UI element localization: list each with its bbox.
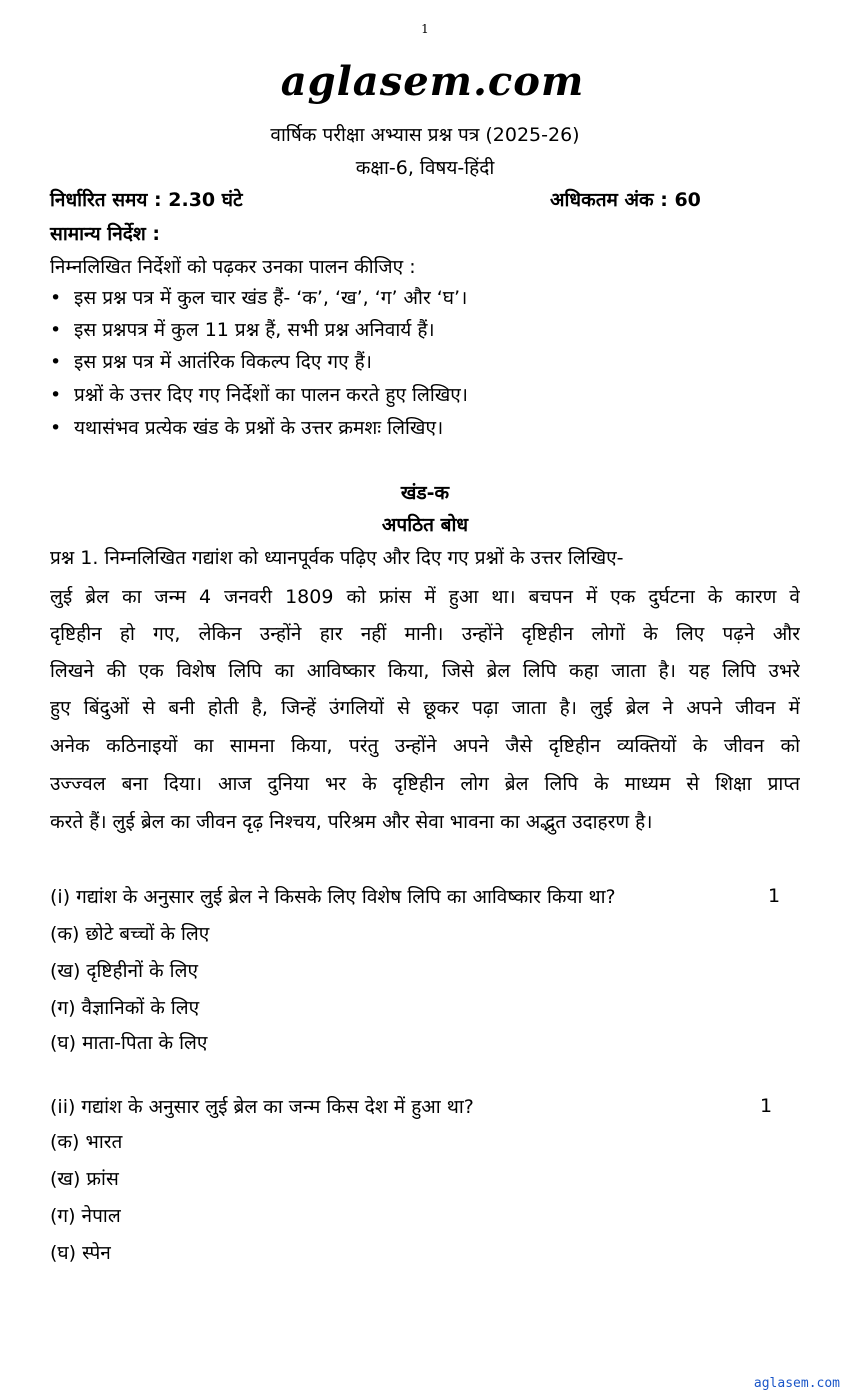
passage-line: हुए बिंदुओं से बनी होती है, जिन्हें उंगलियों से छूकर पढ़ा जाता है। लुई ब्रेल ने अपने जीवन में — [50, 697, 800, 719]
section-subtitle: अपठित बोध — [381, 514, 469, 536]
instruction-item: • इस प्रश्न पत्र में कुल चार खंड हैं- ‘क’, ‘ख’, ‘ग’ और ‘घ’। — [50, 287, 468, 309]
instruction-text: यथासंभव प्रत्येक खंड के प्रश्नों के उत्तर क्रमशः लिखिए। — [74, 417, 444, 439]
instruction-text: इस प्रश्नपत्र में कुल 11 प्रश्न हैं, सभी प्रश्न अनिवार्य हैं। — [74, 319, 435, 341]
passage-line: लुई ब्रेल का जन्म 4 जनवरी 1809 को फ्रांस में हुआ था। बचपन में एक दुर्घटना के कारण वे — [50, 586, 800, 608]
time-allowed: निर्धारित समय : 2.30 घंटे — [50, 189, 243, 211]
instruction-text: इस प्रश्न पत्र में कुल चार खंड हैं- ‘क’, ‘ख’, ‘ग’ और ‘घ’। — [74, 287, 468, 309]
subquestion-marks: 1 — [760, 1095, 773, 1117]
option: (क) छोटे बच्चों के लिए — [50, 923, 210, 945]
subquestion-marks: 1 — [768, 885, 781, 907]
instructions-heading: सामान्य निर्देश : — [50, 223, 160, 245]
passage-line: अनेक कठिनाइयों का सामना किया, परंतु उन्होंने अपने जैसे दृष्टिहीन व्यक्तियों के जीवन को — [50, 735, 800, 757]
option: (ग) नेपाल — [50, 1205, 121, 1227]
page-number: 1 — [421, 22, 429, 36]
option: (घ) माता-पिता के लिए — [50, 1032, 208, 1054]
instruction-item: • इस प्रश्न पत्र में आतंरिक विकल्प दिए गए हैं। — [50, 351, 372, 373]
option: (घ) स्पेन — [50, 1242, 111, 1264]
max-marks: अधिकतम अंक : 60 — [550, 189, 701, 211]
subquestion-text: (ii) गद्यांश के अनुसार लुई ब्रेल का जन्म किस देश में हुआ था? — [50, 1096, 474, 1118]
option: (ग) वैज्ञानिकों के लिए — [50, 997, 200, 1019]
instruction-text: इस प्रश्न पत्र में आतंरिक विकल्प दिए गए हैं। — [74, 351, 372, 373]
question-1: प्रश्न 1. निम्नलिखित गद्यांश को ध्यानपूर्वक पढ़िए और दिए गए प्रश्नों के उत्तर लिखिए- — [50, 547, 624, 569]
section-name: खंड-क — [400, 482, 450, 504]
passage-line: लिखने की एक विशेष लिपि का आविष्कार किया, जिसे ब्रेल लिपि कहा जाता है। यह लिपि उभरे — [50, 660, 800, 682]
option: (ख) फ्रांस — [50, 1168, 119, 1190]
instruction-item: • इस प्रश्नपत्र में कुल 11 प्रश्न हैं, सभी प्रश्न अनिवार्य हैं। — [50, 319, 435, 341]
instruction-item: • प्रश्नों के उत्तर दिए गए निर्देशों का पालन करते हुए लिखिए। — [50, 384, 468, 406]
instructions-intro: निम्नलिखित निर्देशों को पढ़कर उनका पालन कीजिए : — [50, 256, 416, 278]
passage-line: दृष्टिहीन हो गए, लेकिन उन्होंने हार नहीं मानी। उन्होंने दृष्टिहीन लोगों के लिए पढ़ने और — [50, 623, 800, 645]
subquestion-text: (i) गद्यांश के अनुसार लुई ब्रेल ने किसके लिए विशेष लिपि का आविष्कार किया था? — [50, 886, 616, 908]
passage-line: करते हैं। लुई ब्रेल का जीवन दृढ़ निश्चय, परिश्रम और सेवा भावना का अद्भुत उदाहरण है। — [50, 811, 653, 833]
option: (ख) दृष्टिहीनों के लिए — [50, 960, 198, 982]
instruction-text: प्रश्नों के उत्तर दिए गए निर्देशों का पालन करते हुए लिखिए। — [74, 384, 468, 406]
class-subject: कक्षा-6, विषय-हिंदी — [355, 157, 495, 179]
aglasem-logo: aglasem.com — [280, 58, 585, 105]
instruction-item: • यथासंभव प्रत्येक खंड के प्रश्नों के उत्तर क्रमशः लिखिए। — [50, 417, 444, 439]
paper-title: वार्षिक परीक्षा अभ्यास प्रश्न पत्र (2025-26) — [270, 124, 580, 146]
option: (क) भारत — [50, 1131, 123, 1153]
footer-link[interactable]: aglasem.com — [753, 1376, 840, 1391]
passage-line: उज्ज्वल बना दिया। आज दुनिया भर के दृष्टिहीन लोग ब्रेल लिपि के माध्यम से शिक्षा प्राप्त — [50, 773, 800, 795]
